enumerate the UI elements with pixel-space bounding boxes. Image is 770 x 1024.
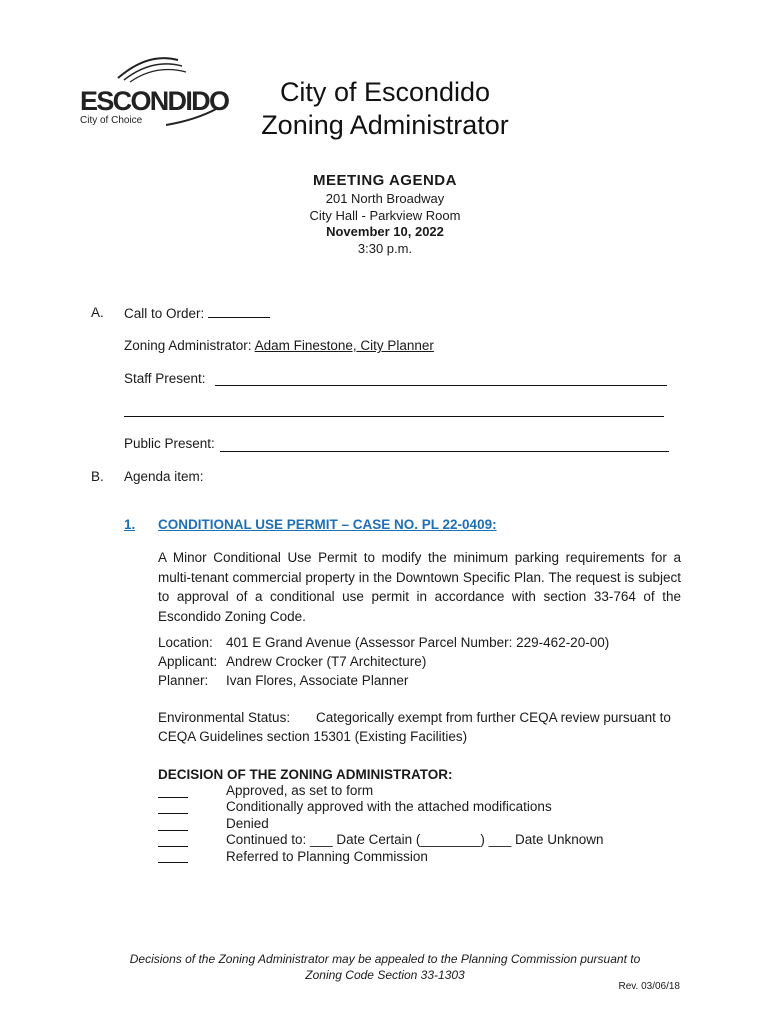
- public-present-label: Public Present:: [124, 436, 215, 451]
- decision-option: Continued to: ___ Date Certain (________) ___ Date Unknown: [226, 832, 604, 847]
- call-to-order: [124, 305, 270, 321]
- environmental-text-2: CEQA Guidelines section 15301 (Existing Facilities): [158, 729, 468, 744]
- staff-present-line: [124, 371, 206, 386]
- logo-brand: ESCONDIDO: [80, 86, 230, 116]
- footer-line-2: Zoning Code Section 33-1303: [305, 968, 465, 982]
- environmental-text-1: Categorically exempt from further CEQA review pursuant to: [316, 710, 671, 725]
- staff-present-blank: [215, 385, 667, 386]
- staff-present-label: Staff Present:: [124, 371, 206, 386]
- za-name: Adam Finestone, City Planner: [254, 338, 434, 353]
- item-title-link[interactable]: CONDITIONAL USE PERMIT – CASE NO. PL 22-0409:: [158, 517, 497, 532]
- decision-option: Referred to Planning Commission: [226, 849, 428, 864]
- zoning-administrator-line: [124, 338, 434, 353]
- location-label: Location:: [158, 635, 213, 650]
- decision-option: Approved, as set to form: [226, 783, 374, 798]
- call-to-order-blank: [208, 305, 270, 318]
- item-description: A Minor Conditional Use Permit to modify the minimum parking requirements for a multi-tenant commercial property in the Downtown Specific Plan. The request is subject to approval of a conditional use permit in accordance with section 33-764 of the Escondido Zoning Code.: [158, 550, 681, 624]
- footer-line-1: Decisions of the Zoning Administrator may be appealed to the Planning Commission pursuant to: [129, 952, 641, 966]
- item-number: 1.: [124, 517, 136, 532]
- planner-label: Planner:: [158, 673, 209, 688]
- decision-checkbox-line[interactable]: [158, 797, 188, 798]
- agenda-date: November 10, 2022: [326, 224, 444, 239]
- section-b-letter: B.: [91, 469, 104, 484]
- decision-checkbox-line[interactable]: [158, 830, 188, 831]
- section-a-letter: A.: [91, 305, 104, 320]
- agenda-item-label: Agenda item:: [124, 469, 204, 484]
- staff-present-blank-2: [124, 416, 664, 417]
- agenda-address: 201 North Broadway: [325, 191, 445, 206]
- call-to-order-label: Call to Order:: [124, 306, 205, 321]
- logo-tagline: City of Choice: [80, 115, 143, 126]
- applicant-value: Andrew Crocker (T7 Architecture): [226, 654, 427, 669]
- location-value: 401 E Grand Avenue (Assessor Parcel Number: 229-462-20-00): [226, 635, 610, 650]
- applicant-label: Applicant:: [158, 654, 218, 669]
- environmental-label: Environmental Status:: [158, 710, 291, 725]
- public-present-blank: [220, 451, 669, 452]
- decision-heading: DECISION OF THE ZONING ADMINISTRATOR:: [158, 767, 453, 782]
- decision-option: Conditionally approved with the attached modifications: [226, 799, 552, 814]
- decision-option: Denied: [226, 816, 269, 831]
- header-title-line1: City of Escondido: [279, 77, 491, 107]
- za-label: Zoning Administrator:: [124, 338, 252, 353]
- logo-swoosh-icon: [78, 50, 238, 128]
- agenda-room: City Hall - Parkview Room: [309, 208, 461, 223]
- city-logo: [78, 50, 238, 128]
- agenda-heading: MEETING AGENDA: [313, 172, 457, 189]
- header-title-line2: Zoning Administrator: [261, 110, 509, 140]
- revision-date: Rev. 03/06/18: [618, 981, 680, 992]
- agenda-time: 3:30 p.m.: [357, 241, 413, 256]
- public-present-line: [124, 436, 215, 451]
- planner-value: Ivan Flores, Associate Planner: [226, 673, 409, 688]
- decision-checkbox-line[interactable]: [158, 846, 188, 847]
- decision-checkbox-line[interactable]: [158, 813, 188, 814]
- decision-checkbox-line[interactable]: [158, 862, 188, 863]
